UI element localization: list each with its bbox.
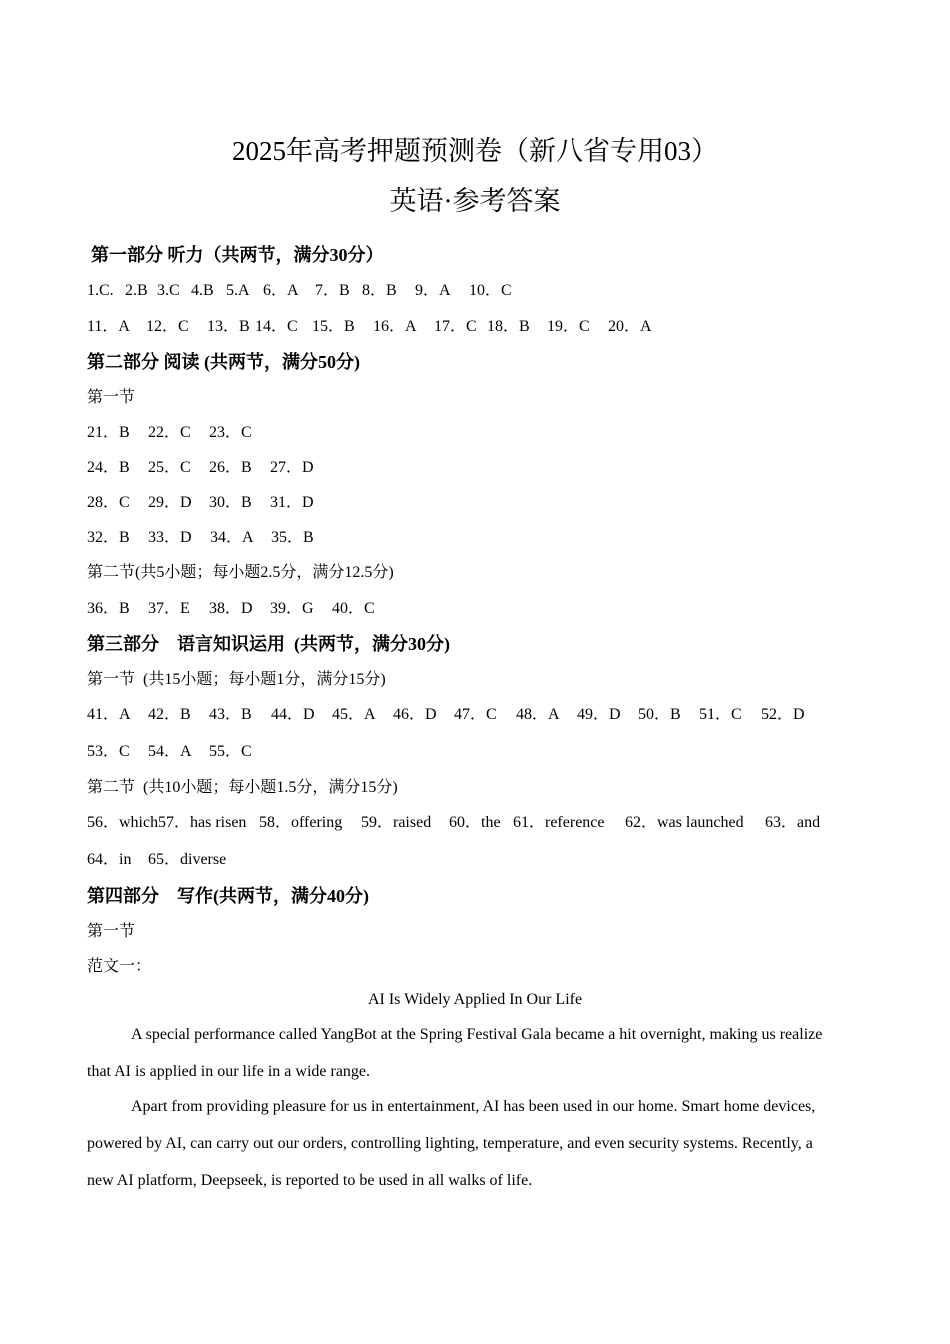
essay-title: AI Is Widely Applied In Our Life xyxy=(367,991,583,1008)
answer-item: 10．C xyxy=(469,282,512,299)
answer-item: 24．B xyxy=(87,459,130,476)
part3-section2-label: 第二节 (共10小题；每小题1.5分，满分15分) xyxy=(87,779,398,796)
answer-item: 59．raised xyxy=(361,814,432,831)
part3-answer-row-1 xyxy=(87,704,805,726)
answer-item: 46．D xyxy=(393,706,437,723)
answer-item: 11．A xyxy=(87,318,130,335)
answer-item: 18．B xyxy=(487,318,530,335)
essay-paragraph-2-line-1: Apart from providing pleasure for us in entertainment, AI has been used in our home. Smart home devices, xyxy=(131,1098,816,1115)
answer-item: 65．diverse xyxy=(148,851,227,868)
part2-answer-row-3 xyxy=(87,492,314,514)
part2-answer-row-1 xyxy=(87,422,252,444)
answer-item: 56．which xyxy=(87,814,159,831)
answer-item: 14．C xyxy=(255,318,298,335)
answer-item: 25．C xyxy=(148,459,191,476)
answer-item: 29．D xyxy=(148,494,192,511)
answer-item: 21．B xyxy=(87,424,130,441)
answer-item: 62．was launched xyxy=(625,814,744,831)
answer-item: 48．A xyxy=(516,706,560,723)
answer-item: 50．B xyxy=(638,706,681,723)
answer-item: 31．D xyxy=(270,494,314,511)
answer-item: 30．B xyxy=(209,494,252,511)
answer-item: 58．offering xyxy=(259,814,343,831)
answer-item: 47．C xyxy=(454,706,497,723)
part3-answer-row-2 xyxy=(87,741,252,763)
answer-item: 51．C xyxy=(699,706,742,723)
part2-section2-label: 第二节(共5小题；每小题2.5分，满分12.5分) xyxy=(87,564,394,581)
answer-item: 1.C. xyxy=(87,282,114,299)
answer-item: 27．D xyxy=(270,459,314,476)
essay-paragraph-1-line-2: that AI is applied in our life in a wide range. xyxy=(87,1063,371,1080)
answer-item: 52．D xyxy=(761,706,805,723)
part1-heading: 第一部分 听力（共两节，满分30分） xyxy=(91,245,384,265)
answer-item: 57．has risen xyxy=(158,814,247,831)
answer-item: 38．D xyxy=(209,600,253,617)
answer-item: 15．B xyxy=(312,318,355,335)
essay-paragraph-1-line-1: A special performance called YangBot at the Spring Festival Gala became a hit overnight, making us realize xyxy=(131,1026,823,1043)
answer-item: 40．C xyxy=(332,600,375,617)
answer-item: 17．C xyxy=(434,318,477,335)
answer-item: 45．A xyxy=(332,706,376,723)
part3-answer-row-3 xyxy=(87,812,820,834)
answer-item: 9．A xyxy=(415,282,451,299)
answer-item: 35．B xyxy=(271,529,314,546)
answer-item: 36．B xyxy=(87,600,130,617)
answer-item: 32．B xyxy=(87,529,130,546)
part4-heading: 第四部分 写作(共两节，满分40分) xyxy=(87,886,369,906)
answer-item: 37．E xyxy=(148,600,190,617)
part3-section1-label: 第一节 (共15小题；每小题1分，满分15分) xyxy=(87,671,386,688)
answer-item: 54．A xyxy=(148,743,192,760)
answer-item: 22．C xyxy=(148,424,191,441)
answer-item: 33．D xyxy=(148,529,192,546)
answer-item: 13．B xyxy=(207,318,250,335)
answer-item: 7．B xyxy=(315,282,350,299)
document-subtitle: 英语·参考答案 xyxy=(389,186,561,216)
part2-answer-row-4 xyxy=(87,527,314,549)
part1-answer-row-2 xyxy=(87,316,652,338)
answer-item: 44．D xyxy=(271,706,315,723)
part4-section1-label: 第一节 xyxy=(87,923,136,940)
answer-item: 55．C xyxy=(209,743,252,760)
answer-item: 41．A xyxy=(87,706,131,723)
answer-item: 49．D xyxy=(577,706,621,723)
answer-item: 6．A xyxy=(263,282,299,299)
sample-essay-label: 范文一： xyxy=(87,958,152,975)
answer-item: 12．C xyxy=(146,318,189,335)
answer-item: 43．B xyxy=(209,706,252,723)
part3-heading: 第三部分 语言知识运用 (共两节，满分30分) xyxy=(87,634,450,654)
answer-item: 34．A xyxy=(210,529,254,546)
essay-paragraph-2-line-2: powered by AI, can carry out our orders, controlling lighting, temperature, and even security systems. Recently, a xyxy=(87,1135,813,1152)
answer-item: 8．B xyxy=(362,282,397,299)
answer-item: 53．C xyxy=(87,743,130,760)
answer-item: 5.A xyxy=(226,282,250,299)
answer-item: 39．G xyxy=(270,600,314,617)
answer-item: 16．A xyxy=(373,318,417,335)
answer-item: 4.B xyxy=(191,282,214,299)
answer-item: 63．and xyxy=(765,814,821,831)
part2-heading: 第二部分 阅读 (共两节，满分50分) xyxy=(87,352,360,372)
answer-item: 61．reference xyxy=(513,814,605,831)
answer-item: 64．in xyxy=(87,851,132,868)
answer-item: 42．B xyxy=(148,706,191,723)
document-title: 2025年高考押题预测卷（新八省专用03） xyxy=(232,136,718,166)
answer-item: 28．C xyxy=(87,494,130,511)
part1-answer-row-1 xyxy=(87,280,512,302)
essay-paragraph-2-line-3: new AI platform, Deepseek, is reported to be used in all walks of life. xyxy=(87,1172,533,1189)
part2-section1-label: 第一节 xyxy=(87,389,136,406)
answer-item: 3.C xyxy=(157,282,180,299)
answer-item: 19．C xyxy=(547,318,590,335)
answer-item: 60．the xyxy=(449,814,501,831)
answer-item: 2.B xyxy=(125,282,148,299)
part3-answer-row-4 xyxy=(87,849,226,871)
answer-item: 20．A xyxy=(608,318,652,335)
part2-answer-row-5 xyxy=(87,598,375,620)
answer-item: 26．B xyxy=(209,459,252,476)
answer-item: 23．C xyxy=(209,424,252,441)
part2-answer-row-2 xyxy=(87,457,314,479)
